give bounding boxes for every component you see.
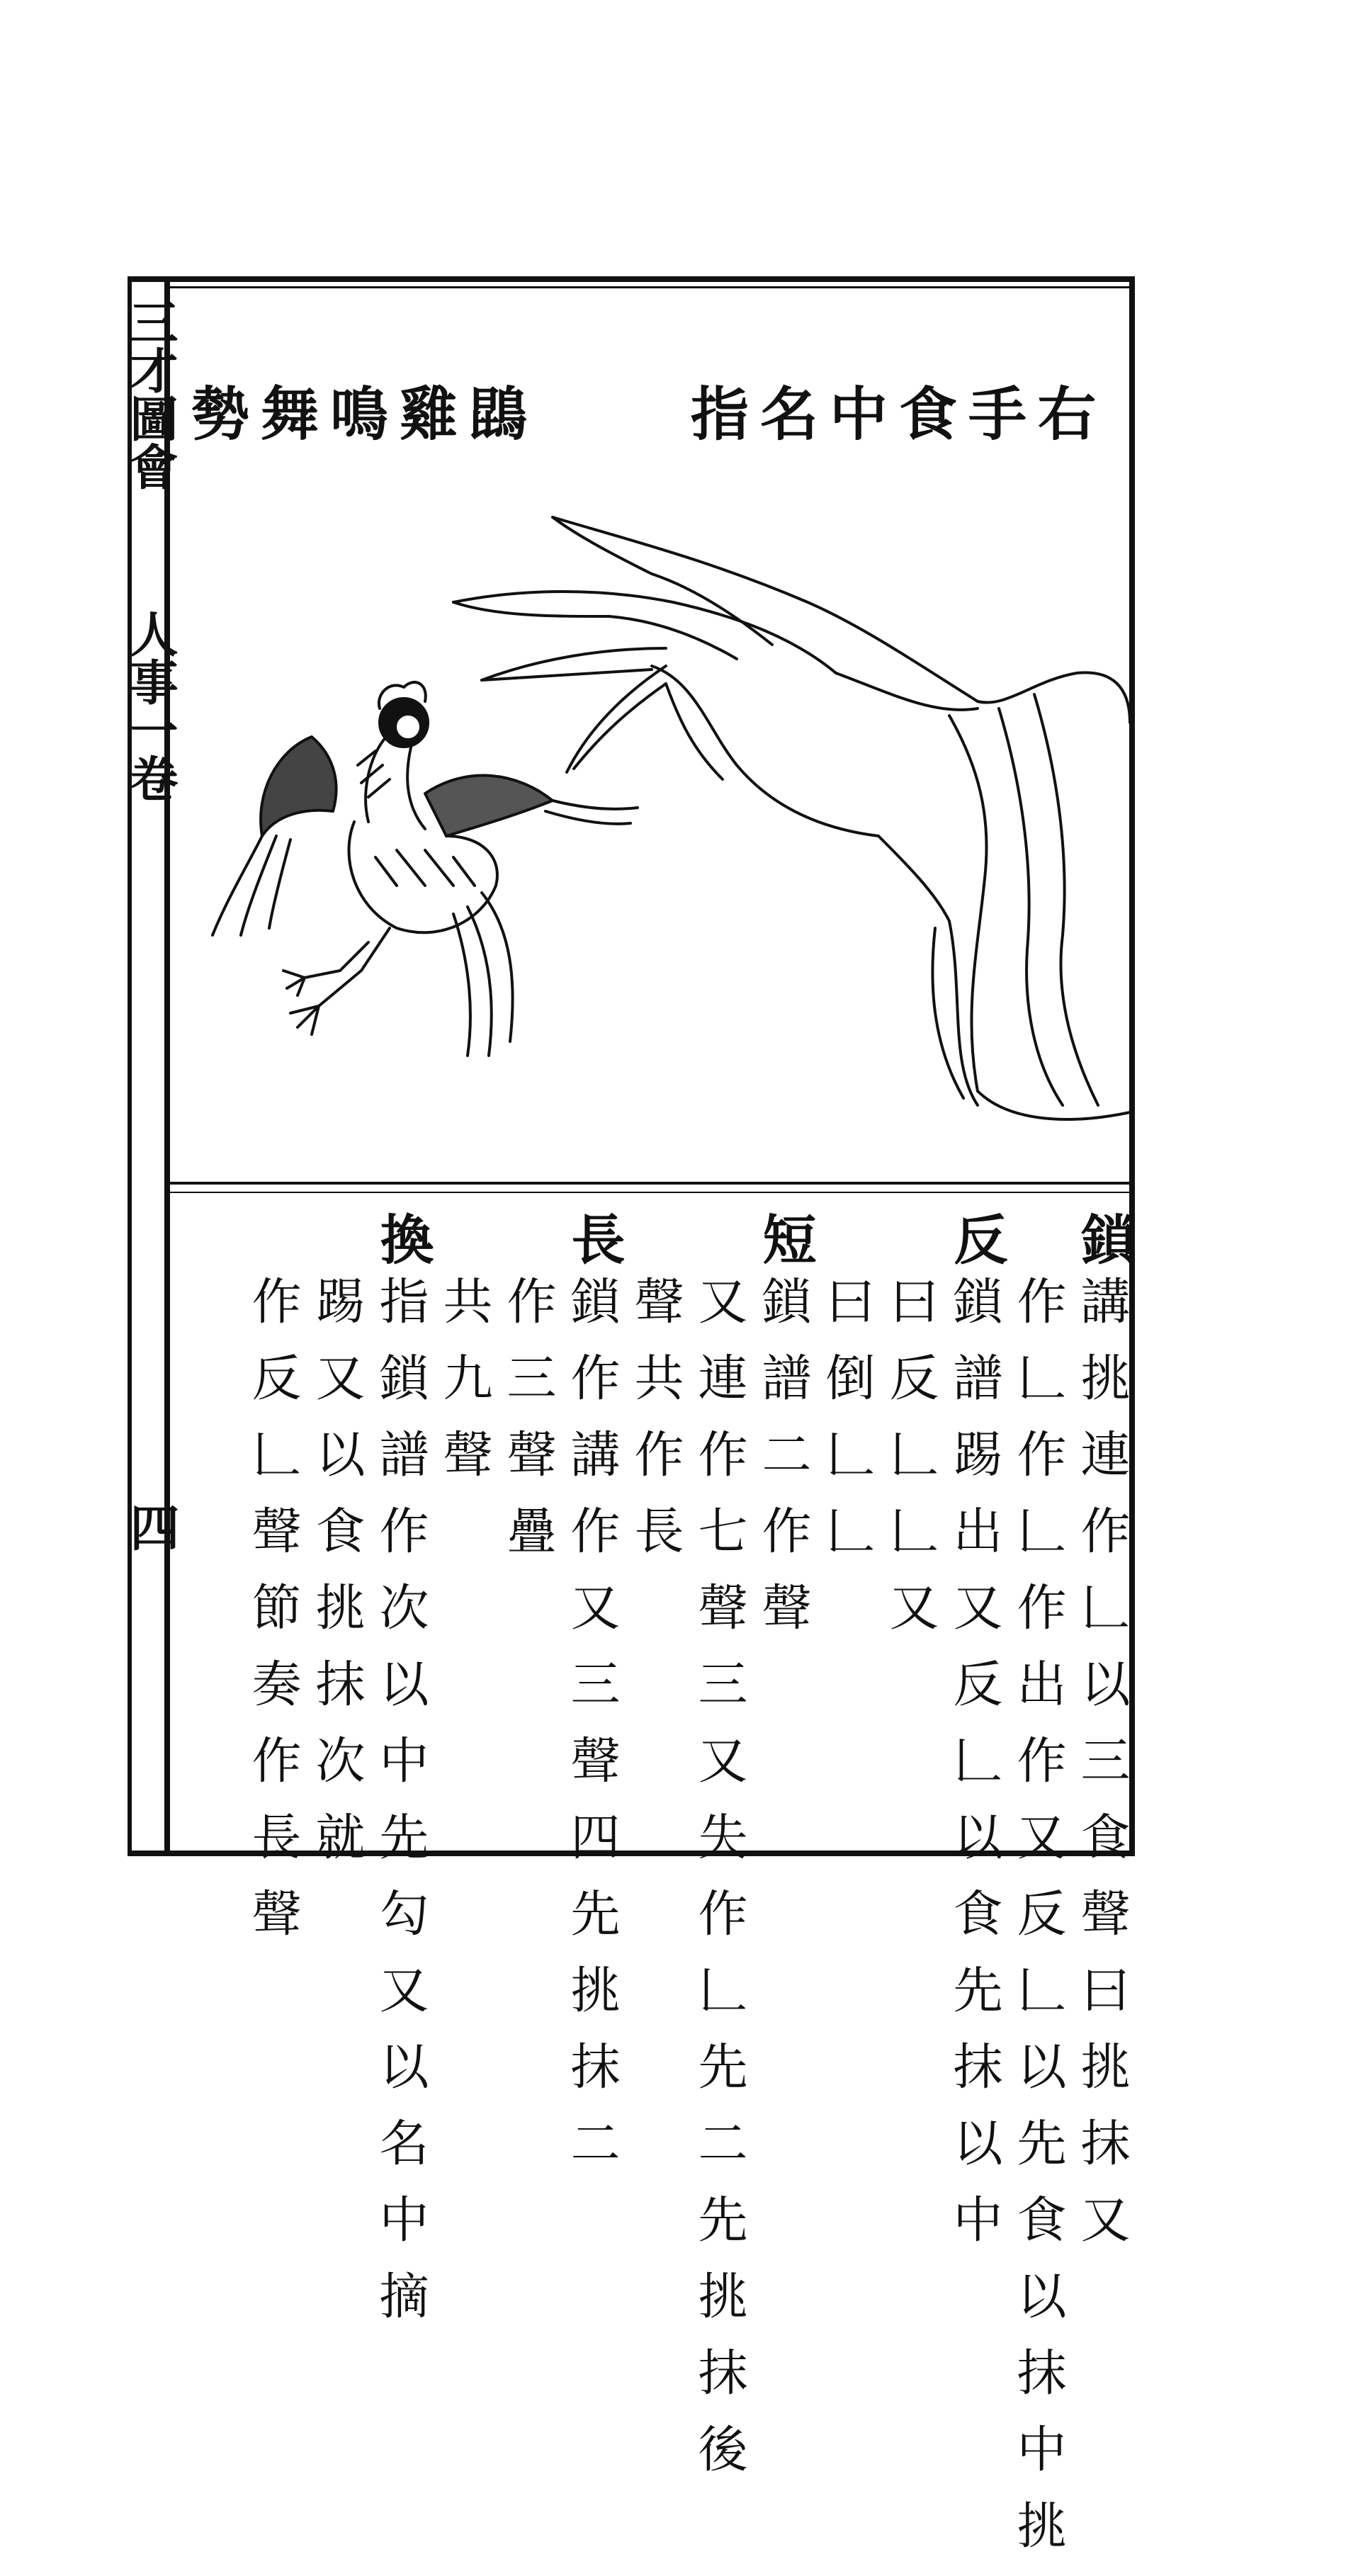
volume-label: 人事一卷	[122, 609, 179, 802]
caption-fingering: 右手食中名指	[691, 380, 1108, 448]
column-text: 作反𠃊聲節奏作長聲	[244, 1275, 302, 1964]
column-text: 講挑連作𠃊以三食聲曰挑抹又	[1073, 1275, 1131, 2270]
section-divider-thin	[170, 1192, 1129, 1193]
page-number: 四	[122, 1502, 181, 1552]
frame-inner-rule	[164, 286, 1135, 288]
column-heading: 長	[562, 1211, 626, 1265]
column-text: 曰倒𠃊𠃊	[818, 1275, 876, 1581]
column-text: 共九聲	[435, 1275, 493, 1505]
margin-strip-bottom-rule	[128, 1851, 164, 1856]
column-text: 鎖譜二作聲	[754, 1275, 812, 1658]
caption-posture: 鵾雞鳴舞勢	[191, 380, 539, 448]
column-heading: 反	[945, 1211, 1008, 1265]
book-title: 三才圖會	[122, 298, 179, 490]
margin-strip-top-rule	[128, 276, 164, 282]
section-divider	[170, 1182, 1129, 1185]
column-text: 作三聲疊	[499, 1275, 557, 1581]
column-text: 作𠃊作𠃊作出作又反𠃊以先食以抹中挑	[1009, 1275, 1067, 2576]
column-heading: 換	[371, 1211, 434, 1265]
column-text: 踢又以食挑抹次就	[307, 1275, 366, 1887]
column-text: 曰反𠃊𠃊又	[881, 1275, 939, 1658]
margin-strip-rule	[128, 276, 132, 1856]
column-heading: 鎖	[1073, 1211, 1136, 1265]
rooster-illustration	[213, 673, 666, 1084]
column-text: 指鎖譜作次以中先勾又以名中摘	[371, 1275, 429, 2346]
column-text: 鎖作講作又三聲四先挑抹二	[562, 1275, 621, 2193]
column-heading: 短	[754, 1211, 817, 1265]
column-text: 又連作七聲三又失作𠃊先二先挑抹後	[690, 1275, 748, 2499]
column-text: 聲共作長	[626, 1275, 684, 1581]
column-text: 鎖譜踢出又反𠃊以食先抹以中	[945, 1275, 1003, 2270]
